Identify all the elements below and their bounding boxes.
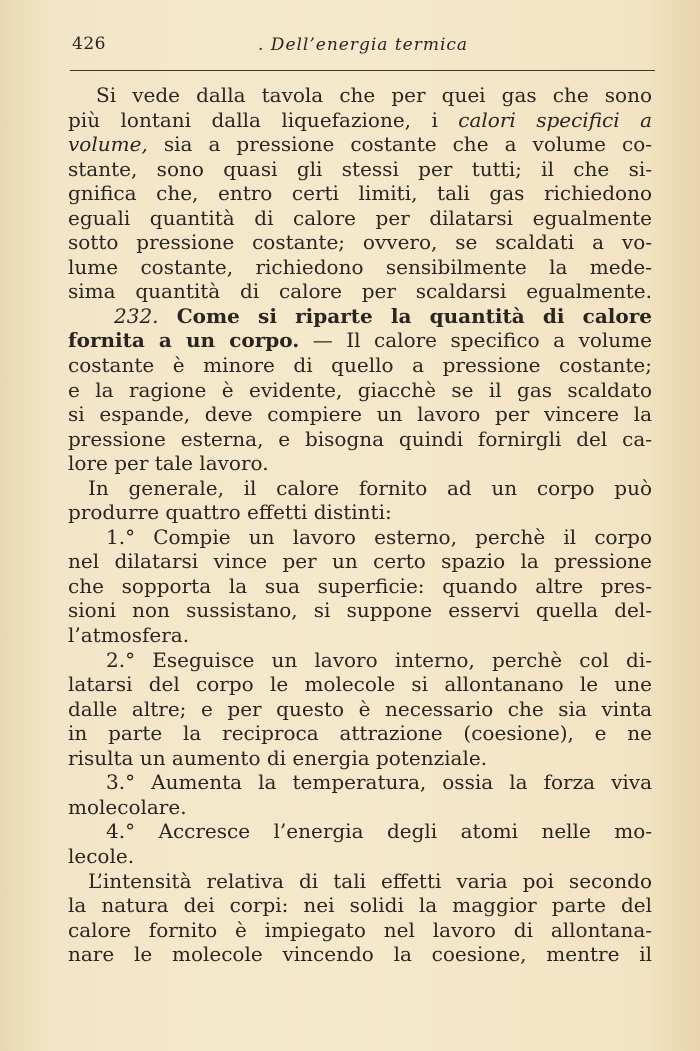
text-line: stante, sono quasi gli stessi per tutti; il che si- xyxy=(68,156,652,181)
text-line: L’intensità relativa di tali effetti varia poi secondo xyxy=(88,868,652,893)
text-line: molecolare. xyxy=(68,794,187,819)
text-line: e la ragione è evidente, giacchè se il gas scaldato xyxy=(68,377,652,402)
text-line: nare le molecole vincendo la coesione, mentre il xyxy=(68,942,652,967)
list-item-3 xyxy=(68,770,652,819)
text-line: Si vede dalla tavola che per quei gas che sono xyxy=(96,83,652,107)
list-item-2 xyxy=(68,648,652,771)
text-line: 2.° Eseguisce un lavoro interno, perchè col di- xyxy=(106,647,652,672)
text-line: In generale, il calore fornito ad un corpo può xyxy=(88,475,652,500)
text-line xyxy=(68,108,652,133)
text-line: 4.° Accresce l’energia degli atomi nelle mo- xyxy=(106,819,652,844)
text-line: risulta un aumento di energia potenziale. xyxy=(68,745,488,770)
text-line: calore fornito è impiegato nel lavoro di allontana- xyxy=(68,917,652,942)
text-line: sima quantità di calore per scaldarsi egualmente. xyxy=(68,279,652,304)
page-header xyxy=(70,30,655,64)
text-line: che sopporta la sua superficie: quando altre pres- xyxy=(68,573,652,598)
running-title: . Dell’energia termica xyxy=(258,35,469,55)
text-line: 3.° Aumenta la temperatura, ossia la forza viva xyxy=(106,770,652,795)
text-line: produrre quattro effetti distinti: xyxy=(68,500,392,525)
text-line: lore per tale lavoro. xyxy=(68,451,269,476)
text-line: in parte la reciproca attrazione (coesione), e ne xyxy=(68,721,652,746)
text-line: pressione esterna, e bisogna quindi fornirgli del ca- xyxy=(68,426,652,451)
text-line: dalle altre; e per questo è necessario che sia vinta xyxy=(68,696,652,721)
text-line: costante è minore di quello a pressione costante; xyxy=(68,353,652,378)
text-fragment: — Il calore specifico a volume xyxy=(299,328,652,353)
section-title: Come si riparte la quantità di calore xyxy=(158,303,652,328)
text-line xyxy=(68,304,652,329)
text-line: gnifica che, entro certi limiti, tali gas richiedono xyxy=(68,181,652,206)
paragraph-gas-specific-heats xyxy=(68,83,652,304)
text-line: sioni non sussistano, si suppone esservi quella del- xyxy=(68,598,652,623)
text-fragment: sia a pressione costante che a volume co- xyxy=(147,132,652,157)
italic-term: calori specifici a xyxy=(458,107,652,132)
text-line: latarsi del corpo le molecole si allontanano le une xyxy=(68,672,652,697)
text-line: nel dilatarsi vince per un certo spazio la pressione xyxy=(68,549,652,574)
text-line: eguali quantità di calore per dilatarsi egualmente xyxy=(68,205,652,230)
list-item-4 xyxy=(68,819,652,868)
text-line: lume costante, richiedono sensibilmente la mede- xyxy=(68,254,652,279)
italic-term: volume, xyxy=(68,132,148,157)
text-line: sotto pressione costante; ovvero, se scaldati a vo- xyxy=(68,230,652,255)
list-item-1 xyxy=(68,525,652,648)
section-232 xyxy=(68,304,652,476)
section-number: 232. xyxy=(114,303,159,328)
text-line: l’atmosfera. xyxy=(68,623,190,648)
text-fragment: più lontani dalla liquefazione, i xyxy=(68,107,459,132)
paragraph-relative-intensity xyxy=(68,869,652,967)
text-line xyxy=(68,132,652,157)
text-line: 1.° Compie un lavoro esterno, perchè il corpo xyxy=(106,524,652,549)
header-rule xyxy=(70,70,655,71)
paragraph-four-effects xyxy=(68,476,652,525)
text-line: la natura dei corpi: nei solidi la maggior parte del xyxy=(68,893,652,918)
page-number: 426 xyxy=(72,34,106,54)
section-title-continued: fornita a un corpo. xyxy=(68,328,300,353)
text-line: si espande, deve compiere un lavoro per vincere la xyxy=(68,402,652,427)
page-body xyxy=(68,83,652,967)
text-line: lecole. xyxy=(68,843,135,868)
text-line xyxy=(68,328,652,353)
